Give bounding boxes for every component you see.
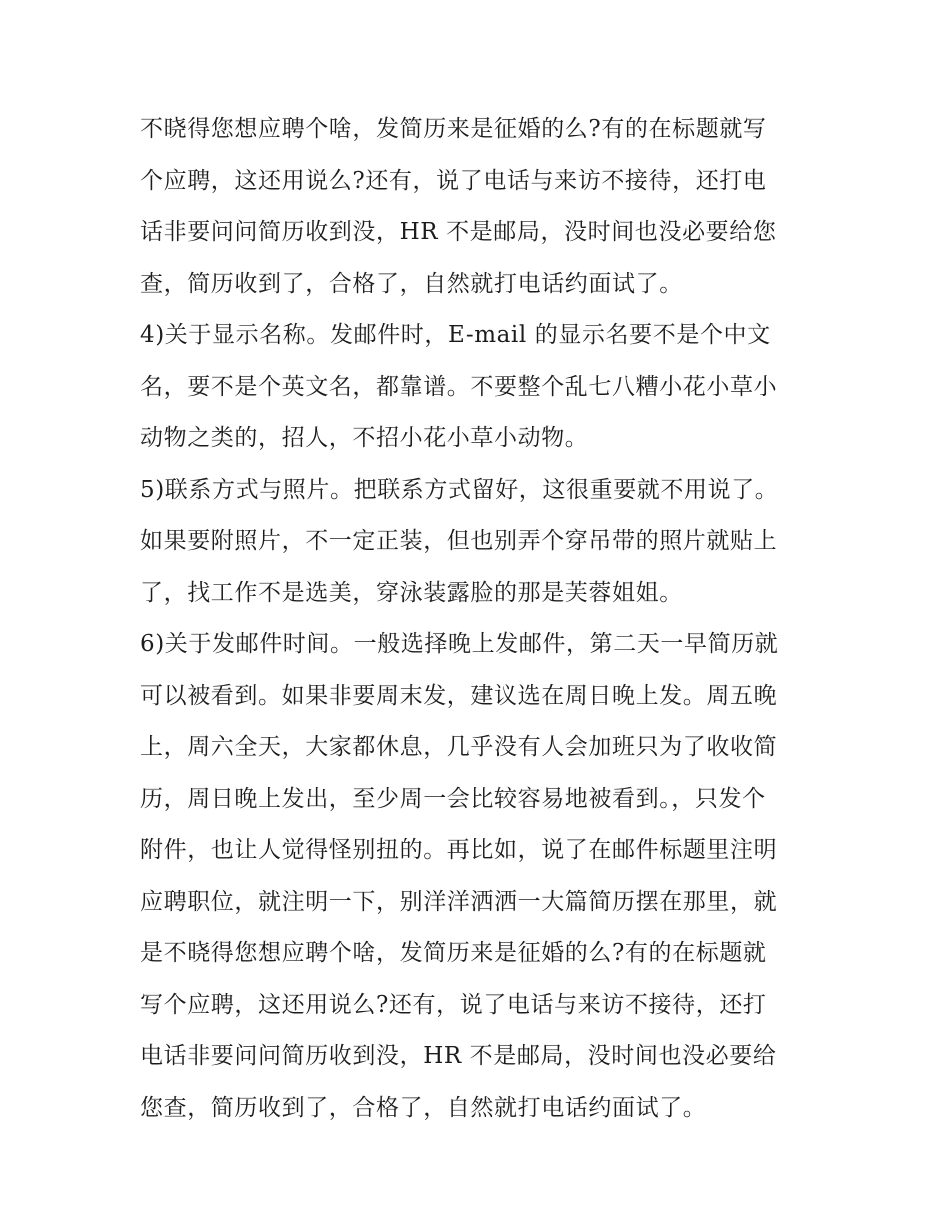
text-line: 电话非要问问简历收到没，HR 不是邮局，没时间也没必要给 <box>140 1043 777 1069</box>
text-line: 话非要问问简历收到没，HR 不是邮局，没时间也没必要给您 <box>140 219 777 245</box>
text-line: 写个应聘，这还用说么?还有，说了电话与来访不接待，还打 <box>140 991 767 1018</box>
text-line: 附件，也让人觉得怪别扭的。再比如，说了在邮件标题里注明 <box>140 837 778 863</box>
text-line: 个应聘，这还用说么?还有，说了电话与来访不接待，还打电 <box>140 167 767 194</box>
body-text <box>140 104 820 1134</box>
text-line: 5)联系方式与照片。把联系方式留好，这很重要就不用说了。 <box>140 476 779 503</box>
text-line: 可以被看到。如果非要周末发，建议选在周日晚上发。周五晚 <box>140 682 778 709</box>
text-line: 不晓得您想应聘个啥，发简历来是征婚的么?有的在标题就写 <box>140 116 767 142</box>
text-line: 6)关于发邮件时间。一般选择晚上发邮件，第二天一早简历就 <box>140 631 779 657</box>
text-line: 名，要不是个英文名，都靠谱。不要整个乱七八糟小花小草小 <box>140 373 778 400</box>
text-line: 上，周六全天，大家都休息，几乎没有人会加班只为了收收简 <box>140 734 778 760</box>
text-line: 查，简历收到了，合格了，自然就打电话约面试了。 <box>140 270 683 297</box>
text-line: 是不晓得您想应聘个啥，发简历来是征婚的么?有的在标题就 <box>140 940 767 966</box>
text-line: 4)关于显示名称。发邮件时，E-mail 的显示名要不是个中文 <box>140 322 771 348</box>
text-line: 动物之类的，招人，不招小花小草小动物。 <box>140 425 589 451</box>
text-line: 历，周日晚上发出，至少周一会比较容易地被看到。，只发个 <box>140 785 766 812</box>
text-line: 如果要附照片，不一定正装，但也别弄个穿吊带的照片就贴上 <box>140 528 778 554</box>
text-line: 应聘职位，就注明一下，别洋洋洒洒一大篇简历摆在那里，就 <box>140 888 778 915</box>
text-line: 您查，简历收到了，合格了，自然就打电话约面试了。 <box>140 1094 707 1121</box>
text-line: 了，找工作不是选美，穿泳装露脸的那是芙蓉姐姐。 <box>140 579 683 606</box>
